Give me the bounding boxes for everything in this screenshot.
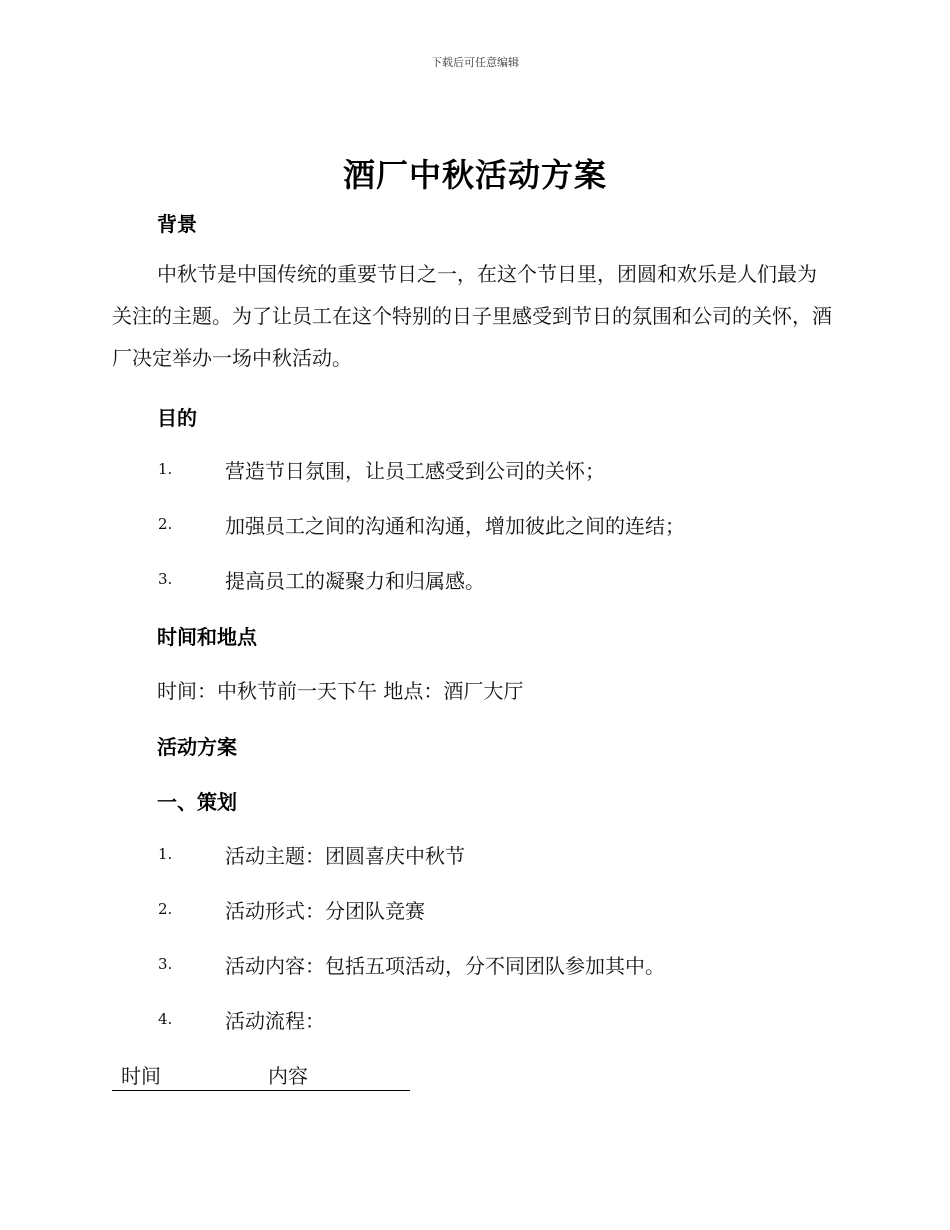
section-heading-time-place: 时间和地点 [157, 625, 257, 649]
table-header-content: 内容 [268, 1064, 308, 1088]
plan-item-text: 活动主题：团圆喜庆中秋节 [225, 844, 465, 868]
plan-item-text: 活动形式：分团队竞赛 [225, 899, 425, 923]
schedule-table [112, 1060, 410, 1091]
purpose-item-text: 加强员工之间的沟通和沟通，增加彼此之间的连结； [225, 514, 685, 538]
table-header-time: 时间 [121, 1064, 161, 1088]
document-title: 酒厂中秋活动方案 [342, 156, 607, 194]
plan-item-number: 1. [158, 845, 173, 863]
purpose-item-text: 营造节日氛围，让员工感受到公司的关怀； [225, 459, 605, 483]
plan-item-number: 4. [158, 1010, 173, 1028]
plan-item-number: 3. [158, 955, 173, 973]
purpose-item-text: 提高员工的凝聚力和归属感。 [225, 569, 485, 593]
page-header-note: 下载后可任意编辑 [431, 56, 519, 69]
plan-item-number: 2. [158, 900, 173, 918]
section-heading-plan: 活动方案 [157, 735, 237, 759]
section-heading-purpose: 目的 [157, 406, 197, 430]
sub-heading-planning: 一、策划 [157, 790, 237, 814]
background-paragraph: 中秋节是中国传统的重要节日之一，在这个节日里，团圆和欢乐是人们最为关注的主题。为了让员工在这个特别的日子里感受到节日的氛围和公司的关怀，酒厂决定举办一场中秋活动。 [112, 262, 832, 370]
time-place-text: 时间：中秋节前一天下午 地点：酒厂大厅 [157, 679, 524, 703]
purpose-item-number: 1. [158, 460, 173, 478]
purpose-item-number: 3. [158, 570, 173, 588]
purpose-item-number: 2. [158, 515, 173, 533]
section-heading-background: 背景 [157, 212, 197, 236]
plan-item-text: 活动内容：包括五项活动，分不同团队参加其中。 [225, 954, 665, 978]
plan-item-text: 活动流程： [225, 1009, 325, 1033]
